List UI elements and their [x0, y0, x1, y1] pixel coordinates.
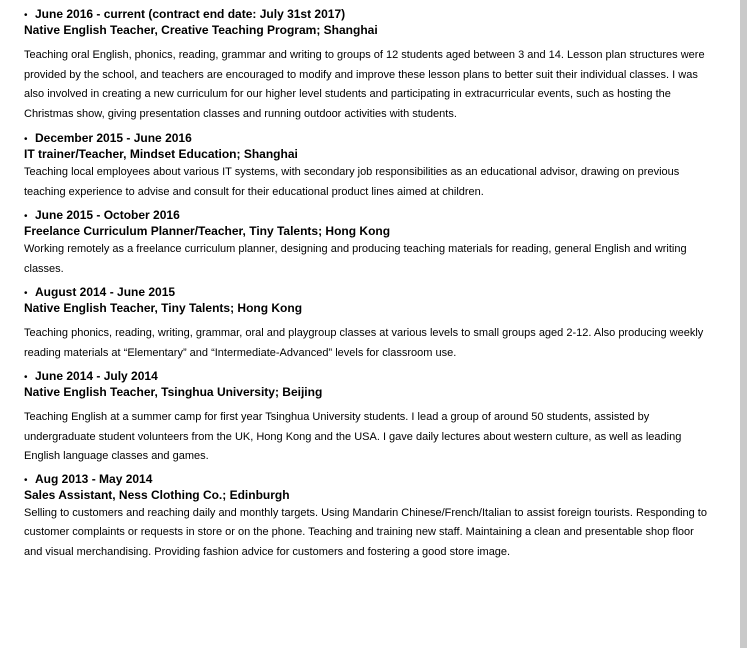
job-title: Freelance Curriculum Planner/Teacher, Tiny Talents; Hong Kong	[24, 224, 391, 238]
bullet-icon: •	[24, 474, 28, 486]
job-date: • June 2016 - current (contract end date: July 31st 2017)	[24, 7, 346, 21]
job-title: Native English Teacher, Creative Teaching Program; Shanghai	[24, 23, 378, 37]
job-date: • Aug 2013 - May 2014	[24, 471, 153, 486]
job-description: Selling to customers and reaching daily and monthly targets. Using Mandarin Chinese/French/Italian to assist foreign tourists. Responding to customer complaints or requests in store or on the phone. Teaching and training new staff. Maintaining a clean and presentable shop floor and visual merchandising. Providing fashion advice for customers and fostering a good store image.	[24, 506, 707, 558]
job-title: Native English Teacher, Tiny Talents; Hong Kong	[24, 301, 303, 315]
job-entry	[24, 7, 714, 124]
job-entry	[24, 208, 714, 279]
job-entry	[24, 285, 714, 363]
resume-work-experience	[24, 7, 714, 562]
scrollbar[interactable]	[740, 0, 747, 648]
job-title: IT trainer/Teacher, Mindset Education; Shanghai	[24, 147, 298, 161]
bullet-icon: •	[24, 211, 28, 222]
bullet-icon: •	[24, 134, 28, 145]
job-description: Teaching phonics, reading, writing, grammar, oral and playgroup classes at various levels to small groups aged 2-12. Also producing weekly reading materials at “Elementary” and “Intermediate-Advanced” levels for classroom use.	[24, 327, 704, 359]
bullet-icon: •	[24, 10, 28, 21]
job-description: Working remotely as a freelance curriculum planner, designing and producing teaching materials for reading, general English and writing classes.	[24, 243, 687, 275]
bullet-icon: •	[24, 372, 28, 383]
job-date: • June 2014 - July 2014	[24, 369, 158, 383]
job-description: Teaching oral English, phonics, reading, grammar and writing to groups of 12 students aged between 3 and 14. Lesson plan structures were provided by the school, and teachers are encouraged to modify and improve these lesson plans to better suit their individual classes. I was also involved in creating a new curriculum for our higher level students and participating in extracurricular events, such as hosting the Christmas show, giving presentation classes and running outdoor activities with students.	[24, 49, 705, 120]
job-entry	[24, 472, 714, 563]
job-date: • August 2014 - June 2015	[24, 285, 176, 299]
job-entry	[24, 131, 714, 202]
job-date: • June 2015 - October 2016	[24, 208, 180, 222]
job-description: Teaching local employees about various IT systems, with secondary job responsibilities as an educational advisor, drawing on previous teaching experience to advise and consult for their educational product lines aimed at children.	[24, 166, 680, 198]
job-title: Native English Teacher, Tsinghua University; Beijing	[24, 385, 323, 399]
job-entry	[24, 369, 714, 467]
bullet-icon: •	[24, 288, 28, 299]
job-title: Sales Assistant, Ness Clothing Co.; Edinburgh	[24, 487, 290, 502]
job-description: Teaching English at a summer camp for first year Tsinghua University students. I lead a group of around 50 students, assisted by undergraduate student volunteers from the UK, Hong Kong and the USA. I gave daily lectures about western culture, as well as leading English language classes and games.	[24, 411, 682, 462]
job-date: • December 2015 - June 2016	[24, 131, 192, 145]
